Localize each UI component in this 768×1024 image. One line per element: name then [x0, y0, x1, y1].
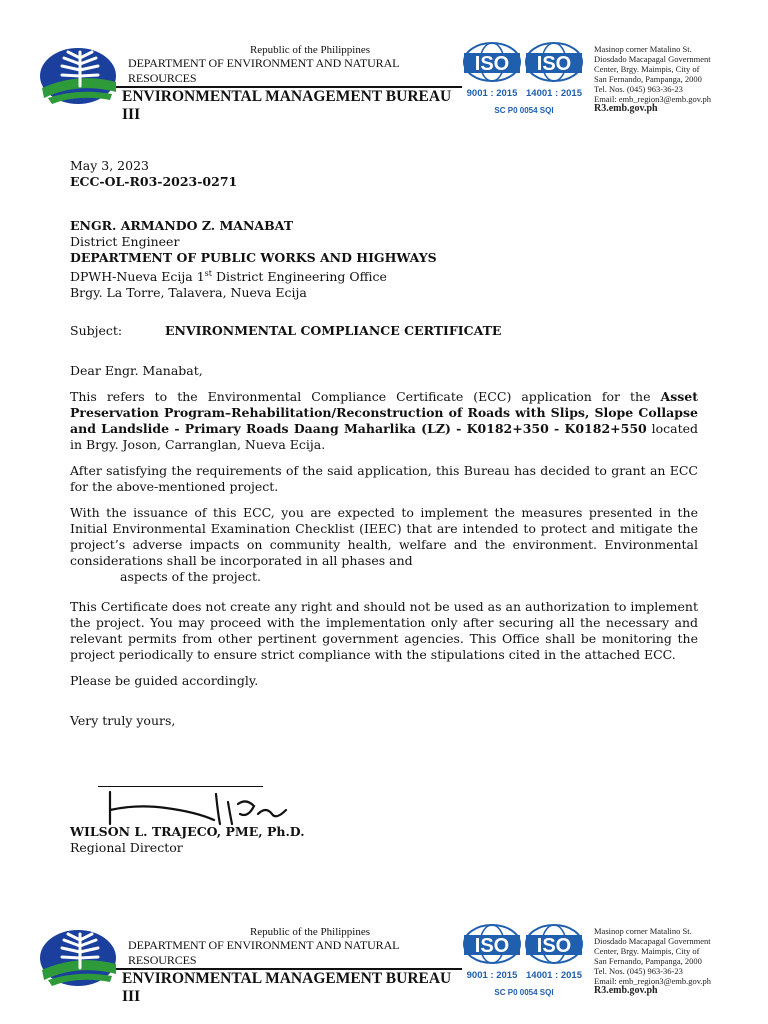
- iso-standard-right: 14001 : 2015: [526, 88, 582, 99]
- agency-block: [122, 926, 462, 1006]
- letter-date: May 3, 2023: [70, 158, 149, 173]
- iso-standard-left: 9001 : 2015: [466, 970, 518, 981]
- salutation: Dear Engr. Manabat,: [70, 363, 203, 379]
- subject-row: [70, 323, 698, 339]
- signer-name: WILSON L. TRAJECO, PME, Ph.D.: [70, 824, 305, 839]
- address-line: San Fernando, Pampanga, 2000: [594, 74, 702, 84]
- iso-right-text: ISO: [536, 935, 572, 957]
- department-line: DEPARTMENT OF ENVIRONMENT AND NATURAL RESOURCES: [128, 938, 399, 967]
- bureau-line: ENVIRONMENTAL MANAGEMENT BUREAU III: [116, 86, 462, 124]
- email-line: Email: emb_region3@emb.gov.ph: [594, 94, 712, 104]
- reference-number: ECC-OL-R03-2023-0271: [70, 174, 238, 189]
- iso-certification-block: [460, 922, 590, 1002]
- addressee-office: DPWH-Nueva Ecija 1st District Engineering Office: [70, 269, 387, 285]
- contact-block: [594, 926, 744, 996]
- republic-line: Republic of the Philippines: [249, 926, 371, 938]
- iso-logos-icon: [460, 40, 590, 120]
- iso-certification-block: [460, 40, 590, 120]
- address-line: Masinop corner Matalino St.: [594, 926, 692, 936]
- paragraph-3-tail: aspects of the project.: [120, 569, 262, 585]
- letterhead-top: [30, 30, 742, 123]
- address-line: Diosdado Macapagal Government: [594, 54, 711, 64]
- address-line: Center, Brgy. Maimpis, City of: [594, 946, 700, 956]
- denr-logo-icon: [38, 42, 118, 106]
- addressee-title: District Engineer: [70, 234, 180, 249]
- iso-standard-left: 9001 : 2015: [466, 88, 518, 99]
- paragraph-2: After satisfying the requirements of the said application, this Bureau has decided to grant an ECC for the above-mentioned project.: [70, 463, 698, 495]
- paragraph-5: Please be guided accordingly.: [70, 673, 259, 689]
- addressee-department: DEPARTMENT OF PUBLIC WORKS AND HIGHWAYS: [70, 250, 437, 265]
- address-line: Masinop corner Matalino St.: [594, 44, 692, 54]
- iso-left-text: ISO: [474, 935, 510, 957]
- email-line: Email: emb_region3@emb.gov.ph: [594, 976, 712, 986]
- iso-left-text: ISO: [474, 53, 510, 75]
- website-link[interactable]: R3.emb.gov.ph: [594, 985, 658, 996]
- signer-block: [70, 824, 305, 856]
- closing: Very truly yours,: [70, 713, 176, 729]
- signer-title: Regional Director: [70, 840, 183, 855]
- address-line: San Fernando, Pampanga, 2000: [594, 956, 702, 966]
- iso-right-text: ISO: [536, 53, 572, 75]
- paragraph-3: With the issuance of this ECC, you are expected to implement the measures presented in the Initial Environmental Examination Checklist (IEEC) that are intended to protect and mitigate the project’s adverse impacts on community health, welfare and the environment. Environmental considerations shall be incorporated in all phases and: [70, 505, 698, 569]
- subject-label: Subject:: [70, 323, 123, 339]
- contact-block: [594, 44, 744, 114]
- bureau-line: ENVIRONMENTAL MANAGEMENT BUREAU III: [116, 968, 462, 1006]
- paragraph-1: This refers to the Environmental Compliance Certificate (ECC) application for the Asset Preservation Program–Rehabilitation/Reconstruction of Roads with Slips, Slope Collapse and Landslide - Primary Roads Daang Maharlika (LZ) - K0182+350 - K0182+550 located in Brgy. Joson, Carranglan, Nueva Ecija.: [70, 389, 698, 453]
- letterhead-bottom: [30, 912, 742, 1005]
- republic-line: Republic of the Philippines: [249, 44, 371, 56]
- subject-text: ENVIRONMENTAL COMPLIANCE CERTIFICATE: [165, 323, 502, 339]
- address-line: Center, Brgy. Maimpis, City of: [594, 64, 700, 74]
- letter-body: [70, 158, 698, 729]
- addressee-name: ENGR. ARMANDO Z. MANABAT: [70, 218, 293, 233]
- iso-standard-right: 14001 : 2015: [526, 970, 582, 981]
- phone-line: Tel. Nos. (045) 963-36-23: [594, 84, 683, 94]
- phone-line: Tel. Nos. (045) 963-36-23: [594, 966, 683, 976]
- addressee-address: Brgy. La Torre, Talavera, Nueva Ecija: [70, 285, 307, 301]
- iso-logos-icon: [460, 922, 590, 1002]
- department-line: DEPARTMENT OF ENVIRONMENT AND NATURAL RESOURCES: [128, 56, 399, 85]
- paragraph-4: This Certificate does not create any right and should not be used as an authorization to implement the project. You may proceed with the implementation only after securing all the necessary and relevant permits from other pertinent government agencies. This Office shall be monitoring the project periodically to ensure strict compliance with the stipulations cited in the attached ECC.: [70, 599, 698, 663]
- agency-block: [122, 44, 462, 124]
- website-link[interactable]: R3.emb.gov.ph: [594, 103, 658, 114]
- denr-logo-icon: [38, 924, 118, 988]
- address-line: Diosdado Macapagal Government: [594, 936, 711, 946]
- iso-cert-code: SC P0 0054 SQI: [494, 106, 554, 115]
- iso-cert-code: SC P0 0054 SQI: [494, 988, 554, 997]
